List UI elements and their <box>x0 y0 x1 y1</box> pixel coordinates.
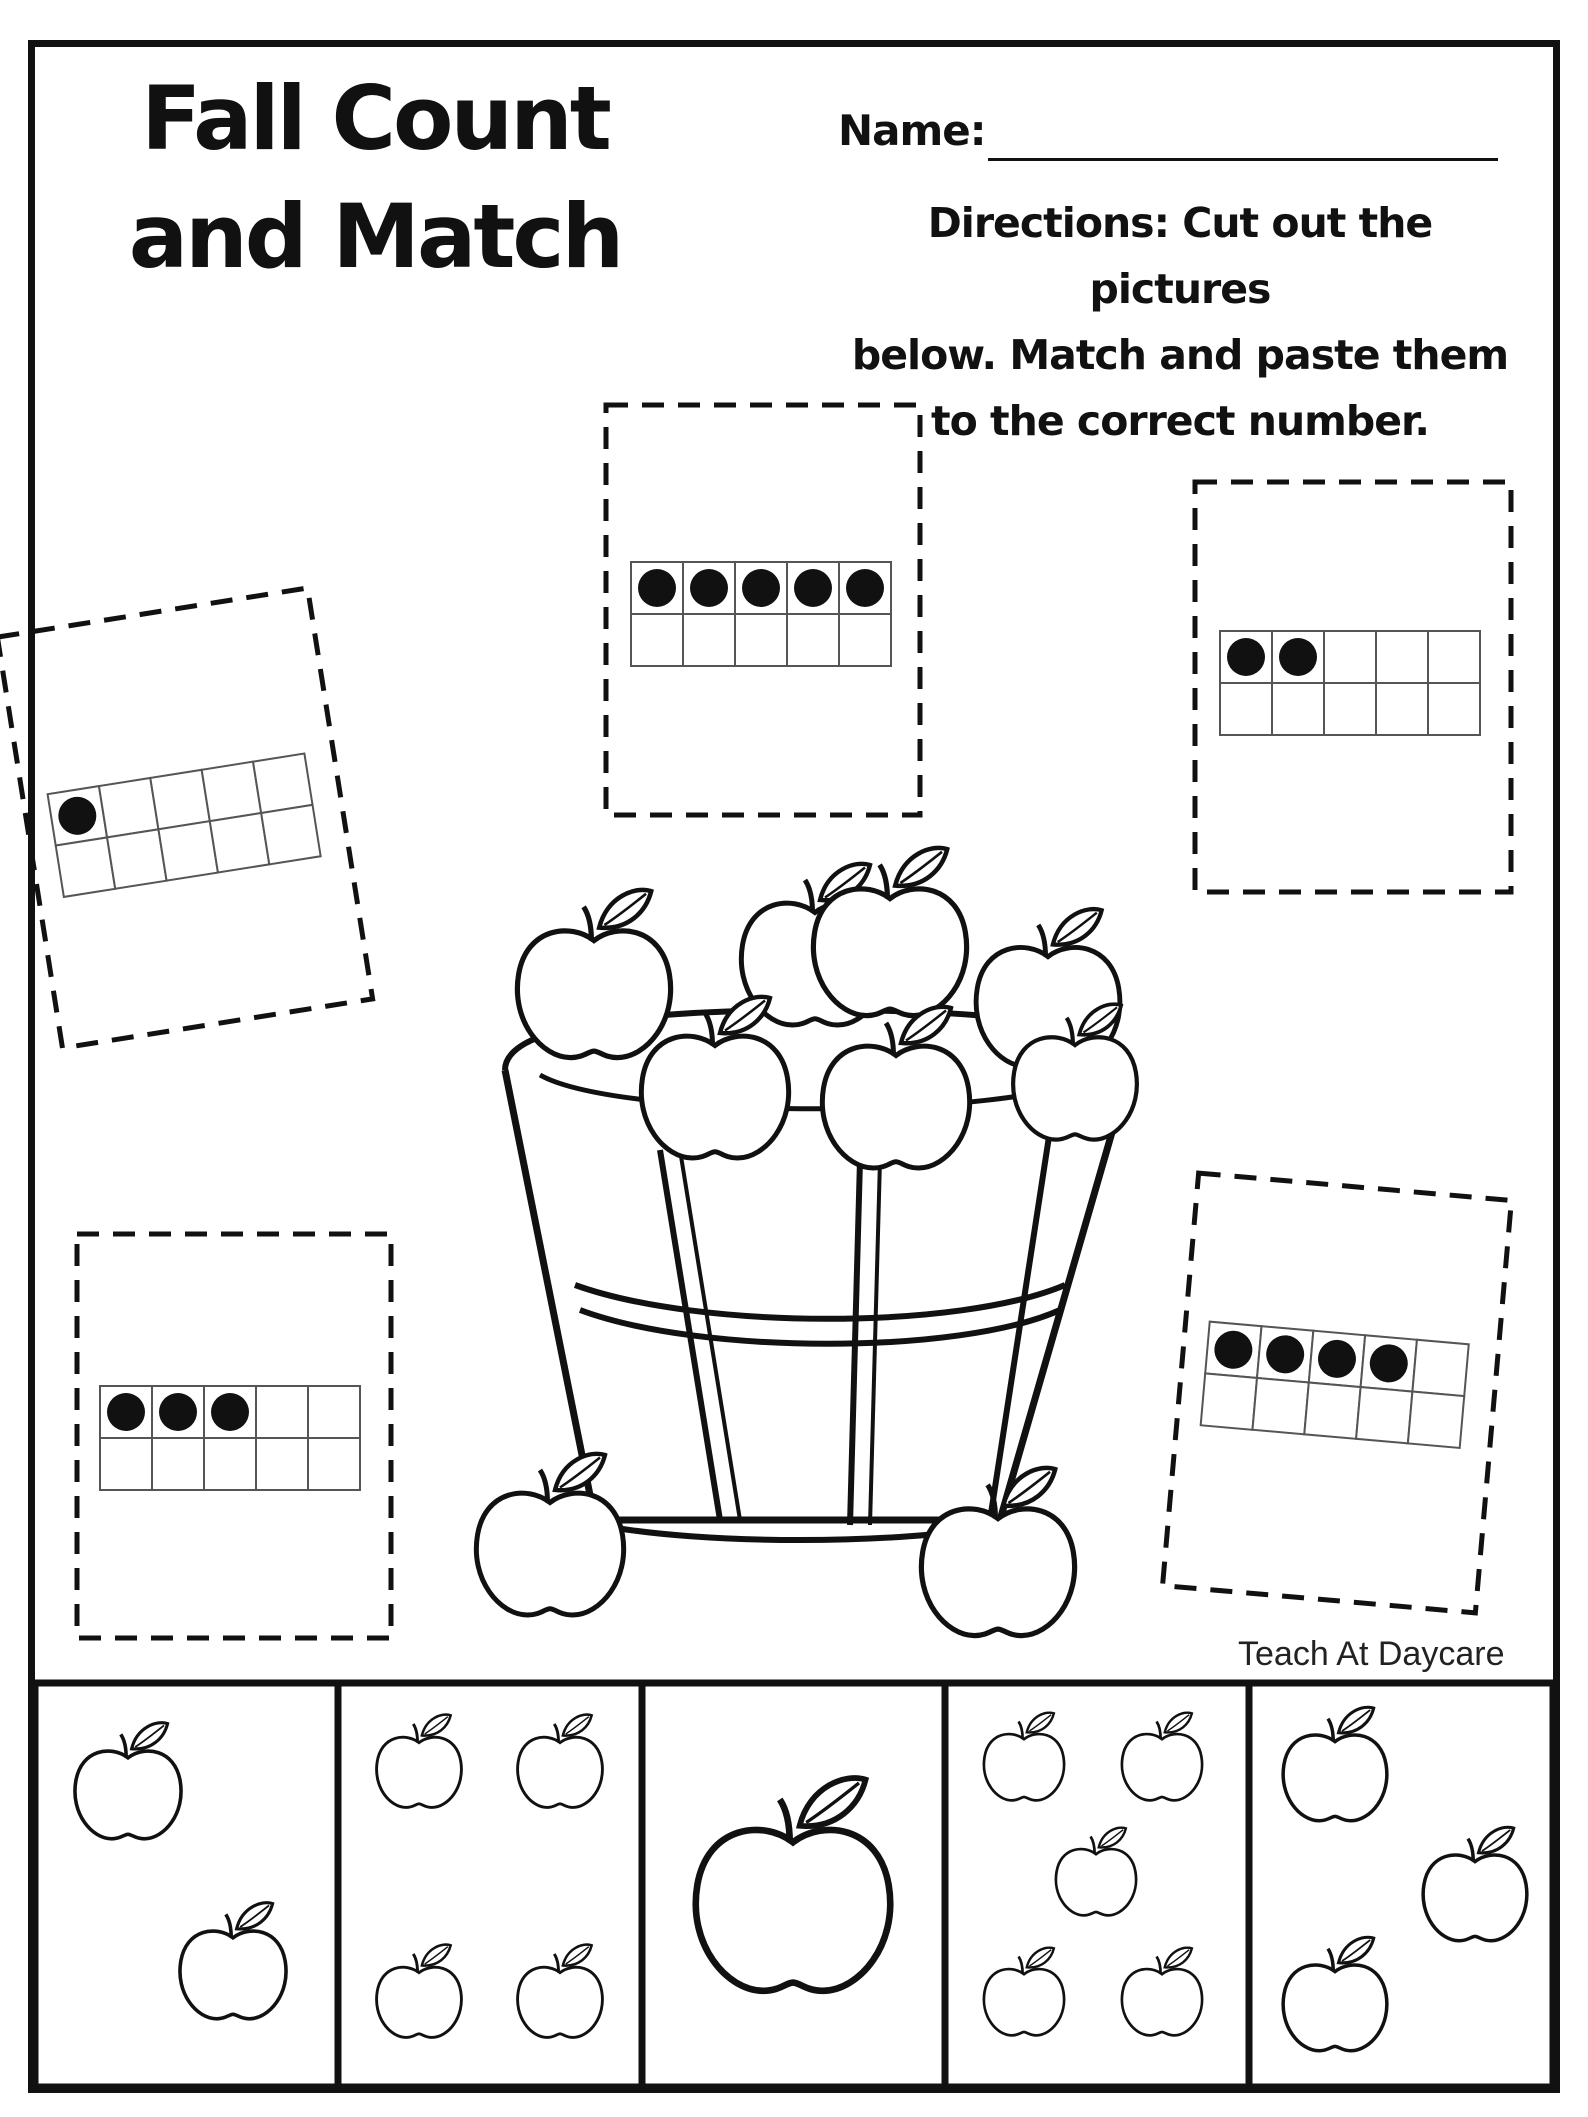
ten-frame-cell <box>1220 683 1272 735</box>
counter-dot <box>107 1393 145 1431</box>
ten-frame-cell <box>1412 1340 1468 1396</box>
ten-frame-cell <box>1272 683 1324 735</box>
ten-frame-cell <box>1324 683 1376 735</box>
ten-frame-cell <box>308 1438 360 1490</box>
ten-frame-5 <box>1201 1322 1469 1448</box>
counter-dot <box>846 569 884 607</box>
ten-frame-cell <box>1428 683 1480 735</box>
directions-line-1: Directions: Cut out the pictures <box>927 199 1433 313</box>
ten-frame-cell <box>152 1438 204 1490</box>
directions-line-3: to the correct number. <box>930 397 1429 445</box>
counter-dot <box>159 1393 197 1431</box>
counter-dot <box>211 1393 249 1431</box>
ten-frame-card-2 <box>606 405 920 815</box>
ten-frame-cell <box>1376 631 1428 683</box>
ten-frame-card-5 <box>1163 1173 1512 1613</box>
ten-frame-cell <box>150 770 209 829</box>
credit-watermark: Teach At Daycare <box>1238 1635 1505 1673</box>
ten-frame-cell <box>1304 1383 1360 1439</box>
ten-frame-cell <box>56 837 115 896</box>
ten-frame-cell <box>735 614 787 666</box>
ten-frame-cell <box>158 821 217 880</box>
name-label: Name: <box>838 106 986 155</box>
ten-frame-cell <box>100 1438 152 1490</box>
ten-frame-cell <box>683 614 735 666</box>
ten-frame-card-1 <box>0 588 373 1048</box>
counter-dot <box>638 569 676 607</box>
ten-frame-cell <box>787 614 839 666</box>
cutout-strip <box>35 1683 1553 2087</box>
ten-frame-cell <box>839 614 891 666</box>
ten-frame-cell <box>210 813 269 872</box>
cutout-panel-4[interactable] <box>984 1713 1202 2036</box>
ten-frame-card-3 <box>1195 482 1511 892</box>
cutout-panel-3[interactable] <box>696 1778 890 1991</box>
ten-frame-cell <box>99 778 158 837</box>
apple-basket-illustration <box>476 848 1137 1636</box>
counter-dot <box>1279 638 1317 676</box>
ten-frame-cell <box>1376 683 1428 735</box>
title-line-1: Fall Count <box>141 67 609 170</box>
ten-frame-cell <box>1408 1392 1464 1448</box>
ten-frame-2 <box>631 562 891 666</box>
ten-frame-cell <box>631 614 683 666</box>
counter-dot <box>794 569 832 607</box>
counter-dot <box>690 569 728 607</box>
ten-frame-cell <box>1428 631 1480 683</box>
cutout-panel-5[interactable] <box>1283 1707 1527 2051</box>
ten-frame-3 <box>1220 631 1480 735</box>
ten-frame-cell <box>1356 1387 1412 1443</box>
ten-frame-cell <box>256 1386 308 1438</box>
ten-frame-cell <box>204 1438 256 1490</box>
counter-dot <box>1227 638 1265 676</box>
ten-frame-cell <box>1252 1378 1308 1434</box>
counter-dot <box>742 569 780 607</box>
title-line-2: and Match <box>128 185 622 288</box>
directions-line-2: below. Match and paste them <box>851 331 1509 379</box>
ten-frame-card-4 <box>77 1234 391 1638</box>
ten-frame-cell <box>261 805 320 864</box>
ten-frame-cell <box>308 1386 360 1438</box>
ten-frame-1 <box>48 754 321 897</box>
ten-frame-cell <box>253 754 312 813</box>
ten-frame-cell <box>1324 631 1376 683</box>
ten-frame-4 <box>100 1386 360 1490</box>
ten-frame-cell <box>1201 1373 1257 1429</box>
ten-frame-cell <box>256 1438 308 1490</box>
cutout-panel-2[interactable] <box>377 1715 603 2038</box>
cutout-panel-1[interactable] <box>75 1723 286 2019</box>
ten-frame-cell <box>107 829 166 888</box>
ten-frame-cell <box>202 762 261 821</box>
